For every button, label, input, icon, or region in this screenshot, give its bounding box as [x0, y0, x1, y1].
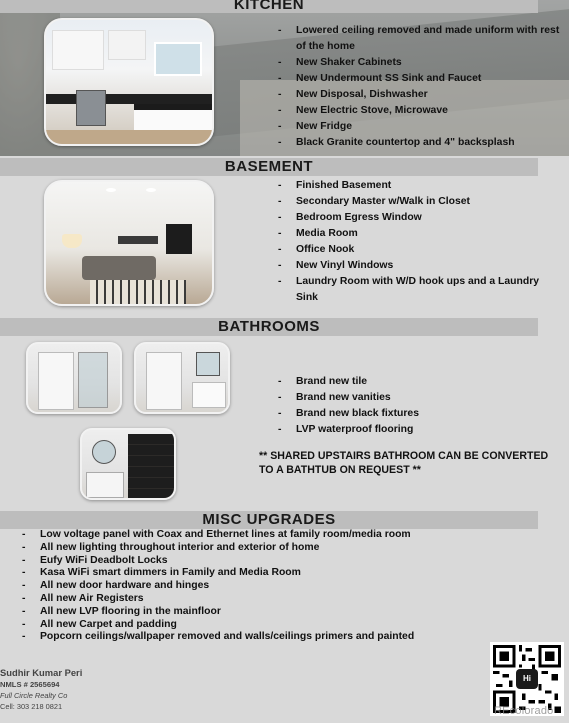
agent-company: Full Circle Realty Co — [0, 691, 68, 700]
agent-info — [0, 667, 200, 712]
agent-nmls: NMLS # 2565694 — [0, 680, 60, 689]
couch-shape — [82, 256, 156, 280]
list-item: - Laundry Room with W/D hook ups and a Laundry Sink — [276, 274, 546, 306]
list-item: - All new door hardware and hinges — [20, 580, 560, 593]
bathroom-photo — [134, 342, 230, 414]
kitchen-list — [276, 23, 560, 151]
list-item: - New Disposal, Dishwasher — [276, 87, 560, 103]
list-item: - Brand new black fixtures — [276, 406, 536, 422]
agent-cell: Cell: 303 218 0821 — [0, 702, 63, 711]
basement-heading: BASEMENT — [0, 158, 538, 176]
list-item: - LVP waterproof flooring — [276, 422, 536, 438]
list-item: - Finished Basement — [276, 178, 546, 194]
list-item: - New Electric Stove, Microwave — [276, 103, 560, 119]
bathroom-photo — [26, 342, 122, 414]
list-item: - All new Carpet and padding — [20, 619, 560, 632]
cabinet-shape — [108, 30, 146, 60]
list-item: - All new LVP flooring in the mainfloor — [20, 606, 560, 619]
list-item: - Eufy WiFi Deadbolt Locks — [20, 555, 560, 568]
wall-art-shape — [118, 236, 158, 244]
bathroom-photo — [80, 428, 176, 500]
list-item: - Popcorn ceilings/wallpaper removed and walls/ceilings primers and painted — [20, 631, 560, 644]
cabinet-shape — [52, 30, 104, 70]
rug-shape — [90, 280, 186, 304]
watermark: REcolorado — [494, 705, 554, 717]
vanity-shape — [86, 472, 124, 498]
list-item: - Black Granite countertop and 4" backsplash — [276, 135, 560, 151]
list-item: - Lowered ceiling removed and made uniform with rest of the home — [276, 23, 560, 55]
ceiling-light-shape — [106, 188, 116, 192]
kitchen-photo — [44, 18, 214, 146]
list-item: - Bedroom Egress Window — [276, 210, 546, 226]
basement-list — [276, 178, 546, 306]
black-tile-shower-shape — [128, 434, 174, 498]
list-item: - New Shaker Cabinets — [276, 55, 560, 71]
list-item: - Low voltage panel with Coax and Ethernet lines at family room/media room — [20, 529, 560, 542]
stove-shape — [76, 90, 106, 126]
list-item: - New Vinyl Windows — [276, 258, 546, 274]
list-item: - Secondary Master w/Walk in Closet — [276, 194, 546, 210]
lamp-shape — [62, 234, 82, 248]
qr-badge: Hi — [516, 669, 538, 689]
shower-shape — [38, 352, 74, 410]
mirror-shape — [196, 352, 220, 376]
countertop-shape — [46, 94, 214, 104]
kitchen-heading: KITCHEN — [0, 0, 538, 13]
misc-upgrades-list — [20, 529, 560, 644]
window-shape — [154, 42, 202, 76]
floor-shape — [46, 130, 214, 146]
shower-shape — [146, 352, 182, 410]
misc-upgrades-heading: MISC UPGRADES — [0, 511, 538, 529]
list-item: - Office Nook — [276, 242, 546, 258]
list-item: - New Undermount SS Sink and Faucet — [276, 71, 560, 87]
bathrooms-list — [276, 374, 536, 438]
basement-photo — [44, 180, 214, 306]
tv-shape — [166, 224, 192, 254]
mirror-shape — [92, 440, 116, 464]
glass-door-shape — [78, 352, 108, 408]
list-item: - All new Air Registers — [20, 593, 560, 606]
list-item: - Brand new vanities — [276, 390, 536, 406]
list-item: - New Fridge — [276, 119, 560, 135]
bathrooms-heading: BATHROOMS — [0, 318, 538, 336]
list-item: - All new lighting throughout interior and exterior of home — [20, 542, 560, 555]
list-item: - Kasa WiFi smart dimmers in Family and Media Room — [20, 567, 560, 580]
vanity-shape — [192, 382, 226, 408]
agent-name: Sudhir Kumar Peri — [0, 667, 83, 678]
bathroom-note: ** SHARED UPSTAIRS BATHROOM CAN BE CONVERTED TO A BATHTUB ON REQUEST ** — [259, 450, 549, 476]
list-item: - Brand new tile — [276, 374, 536, 390]
list-item: - Media Room — [276, 226, 546, 242]
